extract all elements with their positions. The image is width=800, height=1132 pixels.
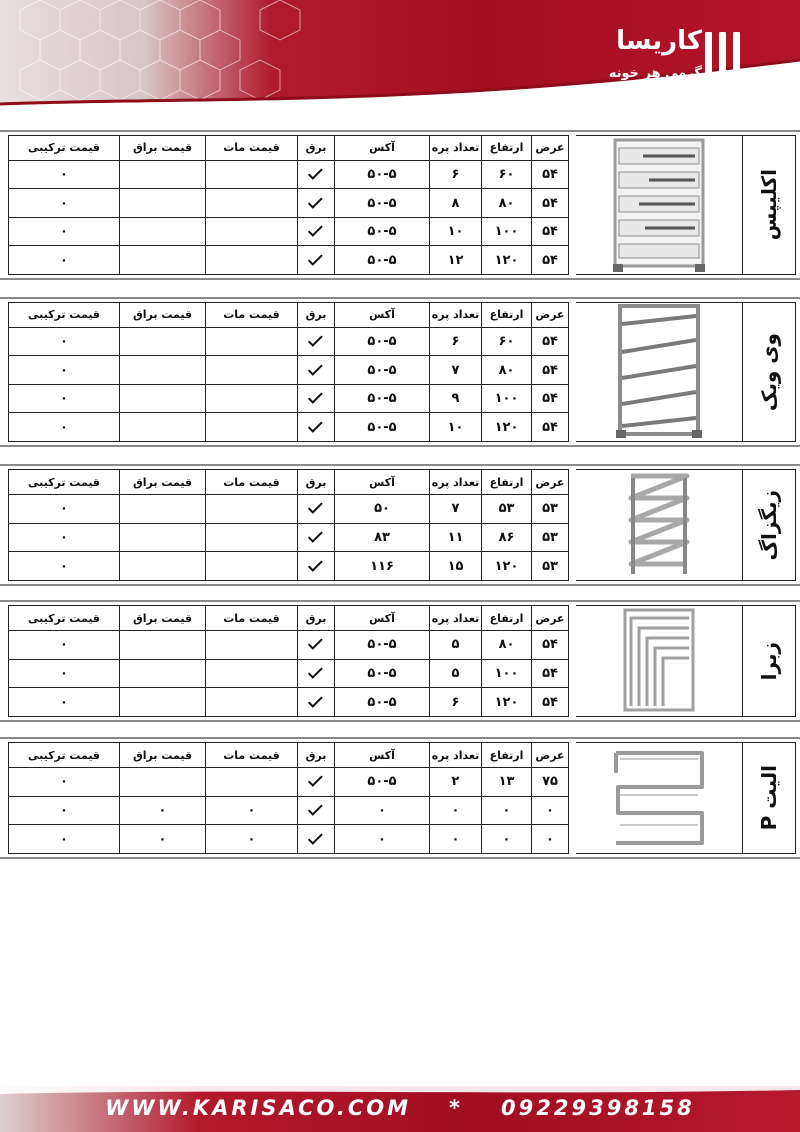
cell-glossy-price	[120, 659, 206, 688]
column-header-electric: برق	[298, 470, 335, 495]
column-header-matte-price: قیمت مات	[206, 470, 298, 495]
column-header-fins: تعداد پره	[430, 470, 482, 495]
cell-axis: ۱۱۶	[335, 552, 430, 581]
product-name-cell	[742, 135, 796, 275]
checkmark-icon	[308, 222, 323, 237]
product-name-cell	[742, 605, 796, 717]
cell-width: ۵۴	[532, 246, 569, 275]
column-header-fins: تعداد پره	[430, 606, 482, 631]
cell-height: ۰	[482, 825, 532, 854]
table-row	[9, 327, 569, 356]
cell-axis: ۵۰-۵	[335, 384, 430, 413]
column-header-combined-price: قیمت ترکیبی	[9, 303, 120, 328]
table-row	[9, 160, 569, 189]
column-header-electric: برق	[298, 303, 335, 328]
cell-width: ۵۳	[532, 552, 569, 581]
cell-matte-price	[206, 495, 298, 524]
cell-matte-price	[206, 523, 298, 552]
table-row	[9, 495, 569, 524]
column-header-matte-price: قیمت مات	[206, 606, 298, 631]
checkmark-icon	[308, 194, 323, 209]
table-header-row	[9, 606, 569, 631]
cell-height: ۱۲۰	[482, 688, 532, 717]
cell-width: ۵۴	[532, 327, 569, 356]
cell-axis: ۵۰-۵	[335, 688, 430, 717]
column-header-fins: تعداد پره	[430, 303, 482, 328]
product-block	[0, 130, 800, 280]
cell-combined-price: ۰	[9, 217, 120, 246]
cell-axis: ۰	[335, 825, 430, 854]
cell-height: ۱۲۰	[482, 413, 532, 442]
cell-combined-price: ۰	[9, 796, 120, 825]
column-header-glossy-price: قیمت براق	[120, 743, 206, 768]
cell-fins: ۲	[430, 768, 482, 797]
cell-axis: ۵۰-۵	[335, 356, 430, 385]
product-image	[576, 135, 742, 275]
column-header-axis: آکس	[335, 743, 430, 768]
cell-combined-price: ۰	[9, 246, 120, 275]
cell-electric	[298, 246, 335, 275]
cell-height: ۱۰۰	[482, 217, 532, 246]
cell-axis: ۵۰-۵	[335, 768, 430, 797]
table-row	[9, 523, 569, 552]
column-header-combined-price: قیمت ترکیبی	[9, 470, 120, 495]
checkmark-icon	[308, 361, 323, 376]
cell-combined-price: ۰	[9, 327, 120, 356]
cell-width: ۵۴	[532, 160, 569, 189]
cell-electric	[298, 688, 335, 717]
cell-combined-price: ۰	[9, 688, 120, 717]
product-block	[0, 297, 800, 447]
product-name-cell	[742, 742, 796, 854]
column-header-height: ارتفاع	[482, 136, 532, 161]
cell-width: ۵۴	[532, 688, 569, 717]
table-row	[9, 796, 569, 825]
product-image	[576, 469, 742, 581]
product-block	[0, 600, 800, 722]
column-header-width: عرض	[532, 136, 569, 161]
product-name: وی ویک	[757, 332, 781, 412]
checkmark-icon	[308, 664, 323, 679]
cell-width: ۵۳	[532, 523, 569, 552]
column-header-width: عرض	[532, 303, 569, 328]
cell-axis: ۵۰-۵	[335, 413, 430, 442]
checkmark-icon	[308, 332, 323, 347]
product-name: الیت P	[757, 765, 781, 831]
cell-matte-price	[206, 160, 298, 189]
cell-width: ۵۴	[532, 631, 569, 660]
product-name-cell	[742, 469, 796, 581]
cell-width: ۵۳	[532, 495, 569, 524]
column-header-glossy-price: قیمت براق	[120, 136, 206, 161]
brand-logo	[570, 26, 740, 92]
cell-matte-price	[206, 413, 298, 442]
table-row	[9, 413, 569, 442]
column-header-height: ارتفاع	[482, 470, 532, 495]
table-header-row	[9, 743, 569, 768]
cell-electric	[298, 495, 335, 524]
brand-name: کاریسا	[616, 26, 702, 56]
cell-axis: ۵۰-۵	[335, 327, 430, 356]
column-header-combined-price: قیمت ترکیبی	[9, 743, 120, 768]
cell-electric	[298, 631, 335, 660]
cell-fins: ۹	[430, 384, 482, 413]
page-footer	[0, 1086, 800, 1132]
cell-combined-price: ۰	[9, 768, 120, 797]
cell-electric	[298, 659, 335, 688]
cell-combined-price: ۰	[9, 495, 120, 524]
cell-fins: ۰	[430, 825, 482, 854]
cell-matte-price	[206, 659, 298, 688]
cell-combined-price: ۰	[9, 356, 120, 385]
column-header-width: عرض	[532, 606, 569, 631]
cell-fins: ۱۱	[430, 523, 482, 552]
cell-glossy-price	[120, 631, 206, 660]
cell-combined-price: ۰	[9, 552, 120, 581]
spec-table	[8, 742, 569, 854]
column-header-electric: برق	[298, 743, 335, 768]
checkmark-icon	[308, 251, 323, 266]
column-header-glossy-price: قیمت براق	[120, 303, 206, 328]
cell-glossy-price: ۰	[120, 796, 206, 825]
spec-table	[8, 302, 569, 442]
cell-combined-price: ۰	[9, 523, 120, 552]
table-row	[9, 825, 569, 854]
product-name: اکلیپس	[757, 169, 781, 241]
cell-matte-price	[206, 384, 298, 413]
cell-matte-price	[206, 327, 298, 356]
cell-width: ۷۵	[532, 768, 569, 797]
cell-height: ۸۰	[482, 631, 532, 660]
cell-height: ۱۰۰	[482, 384, 532, 413]
spec-table	[8, 469, 569, 581]
radiator-icon	[604, 743, 714, 853]
cell-fins: ۶	[430, 688, 482, 717]
cell-fins: ۵	[430, 631, 482, 660]
table-header-row	[9, 136, 569, 161]
checkmark-icon	[308, 528, 323, 543]
footer-contact	[0, 1096, 800, 1120]
spec-table	[8, 605, 569, 717]
column-header-electric: برق	[298, 136, 335, 161]
cell-fins: ۰	[430, 796, 482, 825]
cell-height: ۸۰	[482, 189, 532, 218]
table-row	[9, 217, 569, 246]
cell-matte-price	[206, 631, 298, 660]
cell-matte-price	[206, 217, 298, 246]
cell-combined-price: ۰	[9, 631, 120, 660]
cell-combined-price: ۰	[9, 659, 120, 688]
product-name: زبرا	[757, 641, 781, 681]
cell-axis: ۵۰-۵	[335, 246, 430, 275]
checkmark-icon	[308, 830, 323, 845]
cell-height: ۱۲۰	[482, 246, 532, 275]
column-header-width: عرض	[532, 470, 569, 495]
logo-bars-icon	[705, 32, 740, 80]
cell-height: ۱۲۰	[482, 552, 532, 581]
cell-axis: ۵۰	[335, 495, 430, 524]
brand-tagline: گرمی هر خونه	[608, 66, 702, 81]
column-header-axis: آکس	[335, 136, 430, 161]
cell-electric	[298, 160, 335, 189]
cell-width: ۵۴	[532, 189, 569, 218]
table-header-row	[9, 303, 569, 328]
cell-axis: ۸۳	[335, 523, 430, 552]
cell-axis: ۵۰-۵	[335, 189, 430, 218]
product-image	[576, 605, 742, 717]
cell-width: ۵۴	[532, 384, 569, 413]
product-block	[0, 737, 800, 859]
column-header-electric: برق	[298, 606, 335, 631]
cell-combined-price: ۰	[9, 413, 120, 442]
radiator-icon	[619, 470, 699, 580]
column-header-fins: تعداد پره	[430, 136, 482, 161]
page-header	[0, 0, 800, 120]
cell-electric	[298, 384, 335, 413]
checkmark-icon	[308, 693, 323, 708]
cell-width: ۵۴	[532, 356, 569, 385]
cell-electric	[298, 523, 335, 552]
checkmark-icon	[308, 772, 323, 787]
table-row	[9, 189, 569, 218]
cell-fins: ۱۰	[430, 413, 482, 442]
cell-width: ۰	[532, 796, 569, 825]
column-header-axis: آکس	[335, 470, 430, 495]
cell-axis: ۵۰-۵	[335, 160, 430, 189]
cell-fins: ۷	[430, 356, 482, 385]
column-header-glossy-price: قیمت براق	[120, 470, 206, 495]
column-header-glossy-price: قیمت براق	[120, 606, 206, 631]
column-header-combined-price: قیمت ترکیبی	[9, 606, 120, 631]
cell-electric	[298, 327, 335, 356]
cell-height: ۶۰	[482, 160, 532, 189]
table-row	[9, 631, 569, 660]
product-name: زیگزاگ	[757, 489, 781, 561]
cell-height: ۸۰	[482, 356, 532, 385]
cell-glossy-price	[120, 688, 206, 717]
cell-glossy-price	[120, 356, 206, 385]
cell-height: ۸۶	[482, 523, 532, 552]
column-header-fins: تعداد پره	[430, 743, 482, 768]
table-row	[9, 552, 569, 581]
column-header-axis: آکس	[335, 303, 430, 328]
cell-width: ۵۴	[532, 659, 569, 688]
column-header-combined-price: قیمت ترکیبی	[9, 136, 120, 161]
cell-combined-price: ۰	[9, 160, 120, 189]
cell-matte-price: ۰	[206, 796, 298, 825]
cell-matte-price: ۰	[206, 825, 298, 854]
cell-height: ۶۰	[482, 327, 532, 356]
table-row	[9, 356, 569, 385]
cell-fins: ۵	[430, 659, 482, 688]
cell-electric	[298, 796, 335, 825]
cell-fins: ۱۵	[430, 552, 482, 581]
checkmark-icon	[308, 418, 323, 433]
cell-matte-price	[206, 189, 298, 218]
cell-matte-price	[206, 768, 298, 797]
cell-electric	[298, 825, 335, 854]
checkmark-icon	[308, 801, 323, 816]
cell-height: ۱۰۰	[482, 659, 532, 688]
cell-glossy-price	[120, 327, 206, 356]
cell-glossy-price	[120, 189, 206, 218]
cell-combined-price: ۰	[9, 189, 120, 218]
cell-glossy-price	[120, 768, 206, 797]
column-header-height: ارتفاع	[482, 606, 532, 631]
cell-glossy-price	[120, 246, 206, 275]
cell-height: ۱۳	[482, 768, 532, 797]
cell-glossy-price	[120, 523, 206, 552]
cell-electric	[298, 356, 335, 385]
product-image	[576, 742, 742, 854]
table-row	[9, 659, 569, 688]
cell-fins: ۱۲	[430, 246, 482, 275]
table-row	[9, 246, 569, 275]
checkmark-icon	[308, 635, 323, 650]
cell-height: ۰	[482, 796, 532, 825]
cell-axis: ۵۰-۵	[335, 659, 430, 688]
spec-table	[8, 135, 569, 275]
cell-glossy-price	[120, 384, 206, 413]
website-link[interactable]: WWW.KARISACO.COM	[105, 1096, 412, 1120]
cell-width: ۰	[532, 825, 569, 854]
checkmark-icon	[308, 165, 323, 180]
cell-electric	[298, 217, 335, 246]
cell-matte-price	[206, 246, 298, 275]
column-header-height: ارتفاع	[482, 743, 532, 768]
cell-matte-price	[206, 356, 298, 385]
checkmark-icon	[308, 499, 323, 514]
table-row	[9, 688, 569, 717]
cell-glossy-price	[120, 495, 206, 524]
cell-width: ۵۴	[532, 217, 569, 246]
radiator-icon	[619, 606, 699, 716]
table-header-row	[9, 470, 569, 495]
cell-fins: ۸	[430, 189, 482, 218]
cell-matte-price	[206, 552, 298, 581]
product-block	[0, 464, 800, 586]
cell-axis: ۰	[335, 796, 430, 825]
cell-electric	[298, 189, 335, 218]
cell-glossy-price	[120, 217, 206, 246]
cell-electric	[298, 552, 335, 581]
footer-separator: *	[449, 1096, 464, 1120]
table-row	[9, 384, 569, 413]
column-header-axis: آکس	[335, 606, 430, 631]
checkmark-icon	[308, 557, 323, 572]
cell-axis: ۵۰-۵	[335, 631, 430, 660]
phone-number[interactable]: 09229398158	[501, 1096, 695, 1120]
column-header-width: عرض	[532, 743, 569, 768]
cell-fins: ۶	[430, 160, 482, 189]
column-header-height: ارتفاع	[482, 303, 532, 328]
cell-combined-price: ۰	[9, 384, 120, 413]
cell-glossy-price: ۰	[120, 825, 206, 854]
cell-glossy-price	[120, 552, 206, 581]
table-row	[9, 768, 569, 797]
cell-fins: ۷	[430, 495, 482, 524]
column-header-matte-price: قیمت مات	[206, 743, 298, 768]
radiator-icon	[609, 136, 709, 274]
cell-matte-price	[206, 688, 298, 717]
cell-electric	[298, 413, 335, 442]
cell-combined-price: ۰	[9, 825, 120, 854]
cell-height: ۵۳	[482, 495, 532, 524]
cell-glossy-price	[120, 160, 206, 189]
product-image	[576, 302, 742, 442]
cell-fins: ۶	[430, 327, 482, 356]
cell-electric	[298, 768, 335, 797]
product-name-cell	[742, 302, 796, 442]
checkmark-icon	[308, 389, 323, 404]
cell-fins: ۱۰	[430, 217, 482, 246]
cell-width: ۵۴	[532, 413, 569, 442]
radiator-icon	[614, 302, 704, 442]
cell-glossy-price	[120, 413, 206, 442]
cell-axis: ۵۰-۵	[335, 217, 430, 246]
column-header-matte-price: قیمت مات	[206, 136, 298, 161]
column-header-matte-price: قیمت مات	[206, 303, 298, 328]
